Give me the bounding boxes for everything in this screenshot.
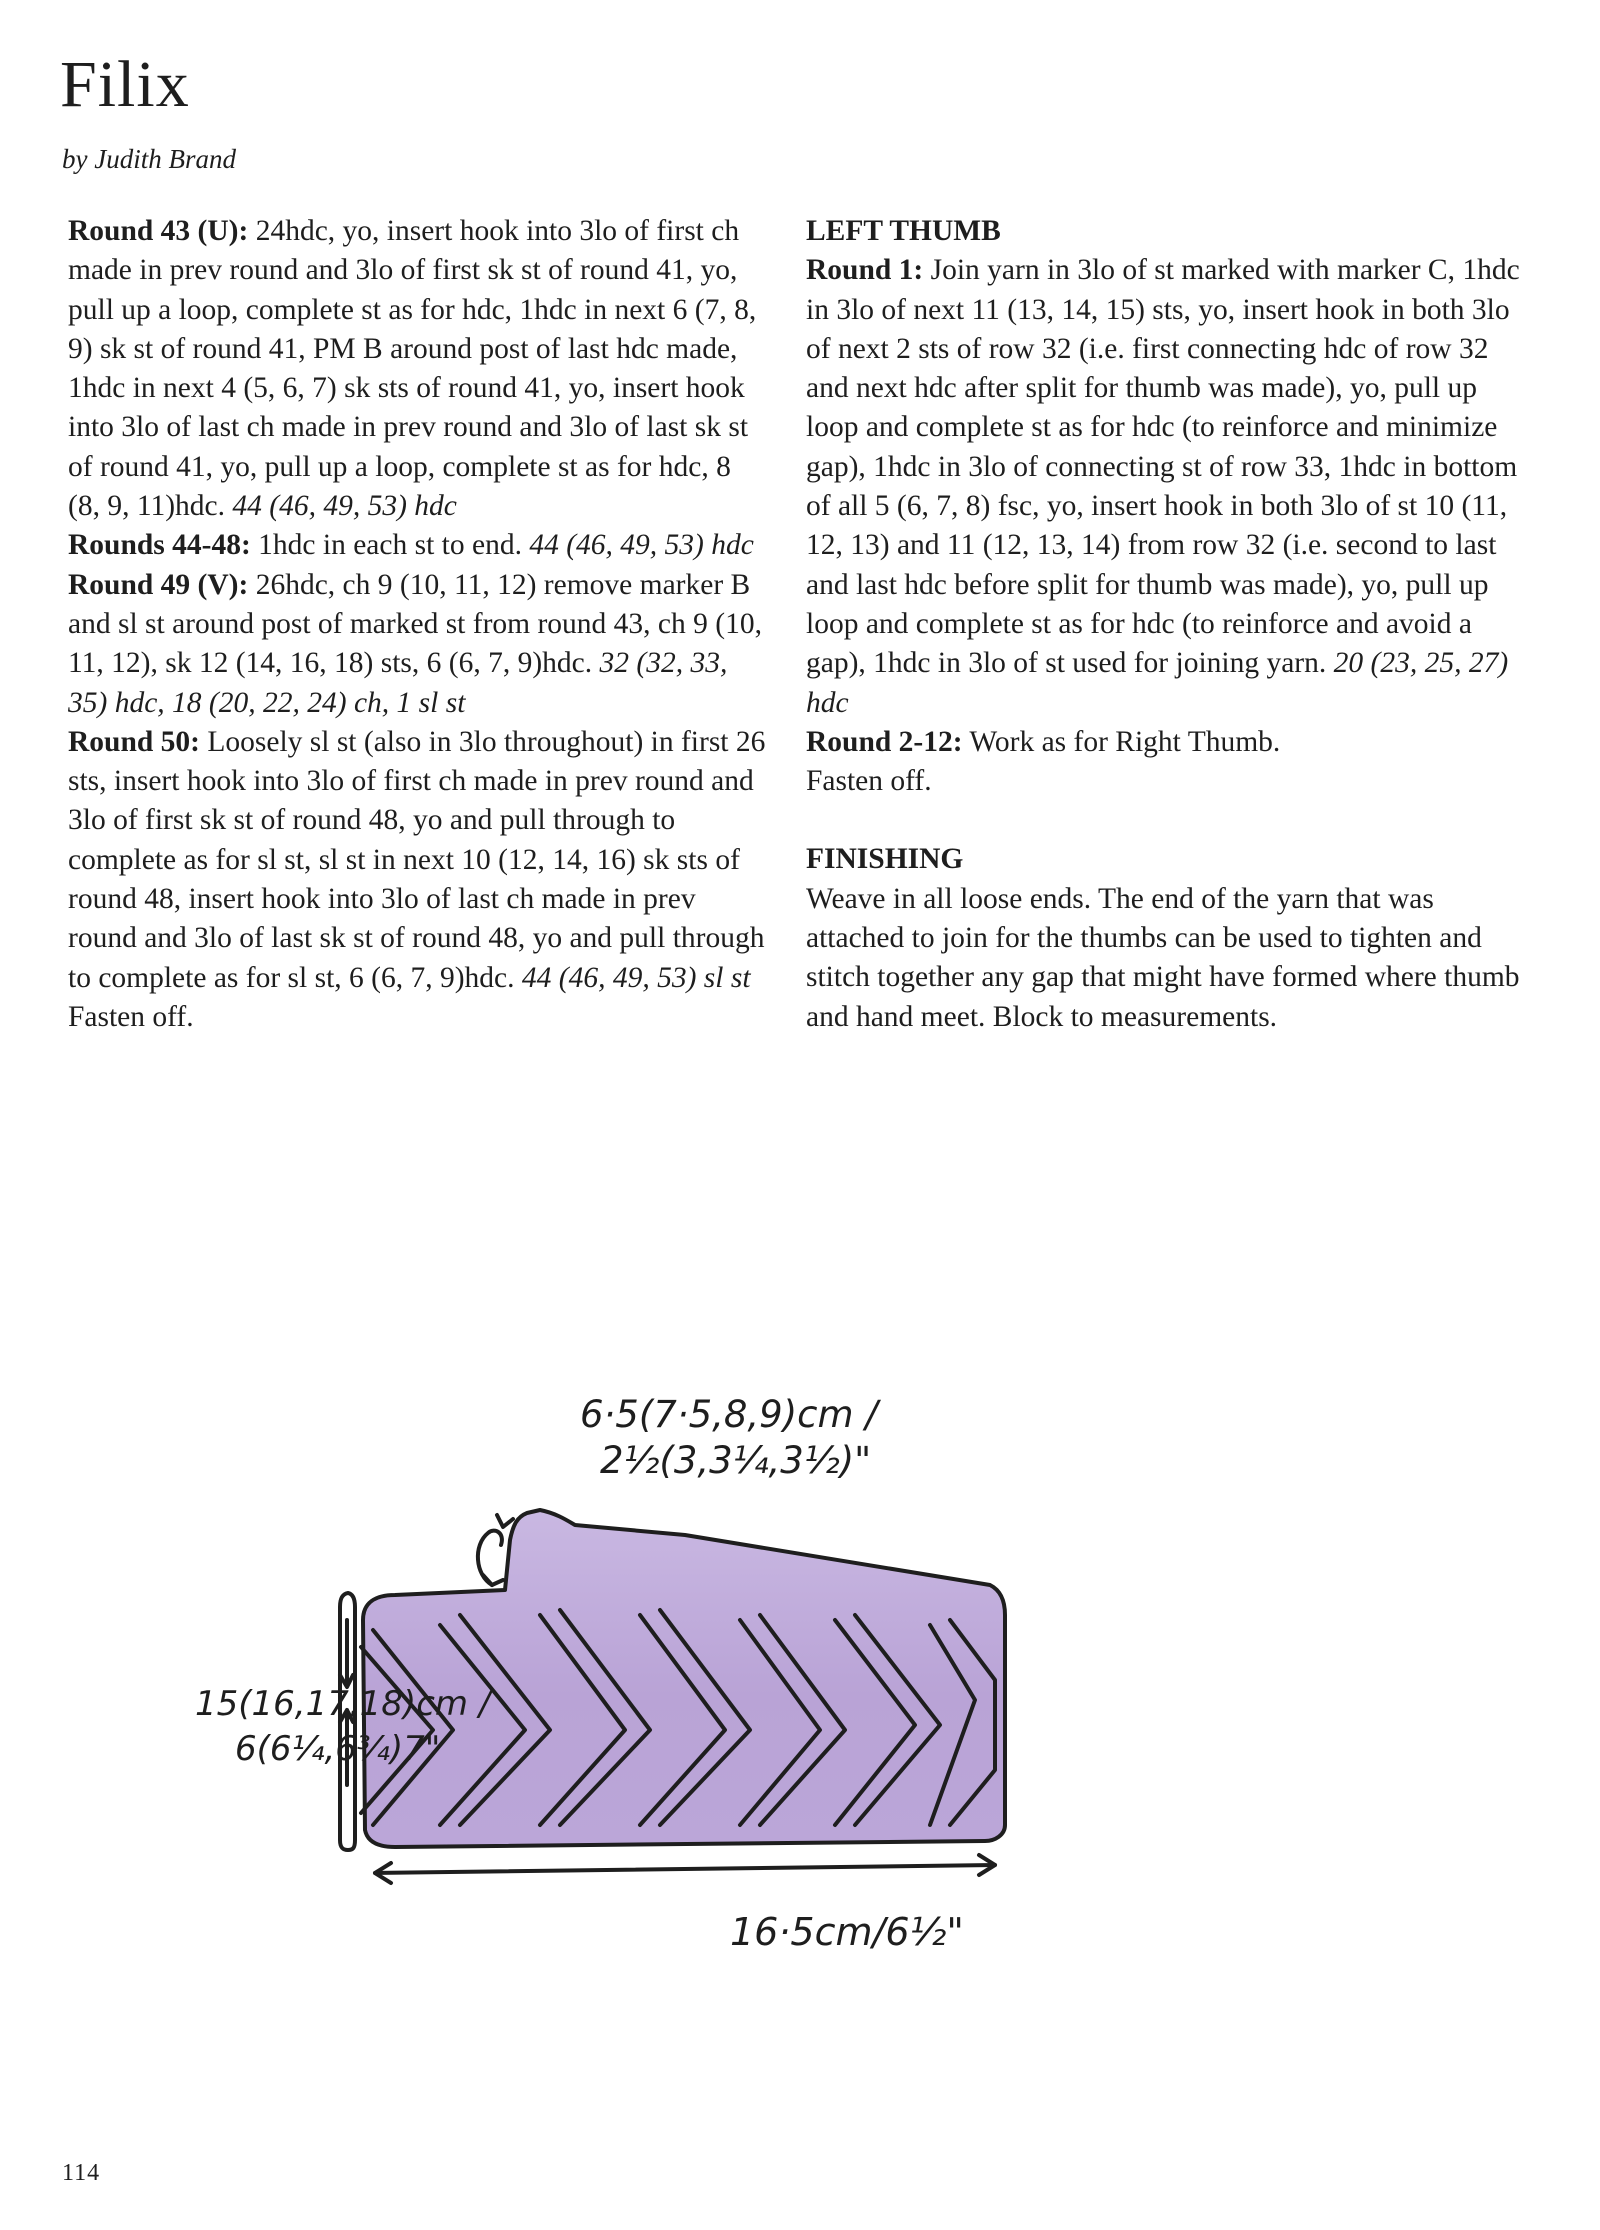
length-measure-label: 16·5cm/6½": [730, 1910, 964, 1954]
thumb-measure-label-in: 2½(3,3¼,3½)": [600, 1439, 872, 1482]
round-50-paragraph: [68, 723, 768, 998]
section-spacer: [806, 801, 1526, 840]
page-number: 114: [62, 2160, 101, 2186]
rounds-44-48-paragraph: [68, 526, 768, 565]
right-column: [806, 212, 1526, 1037]
rounds-44-48-count: 44 (46, 49, 53) hdc: [529, 529, 754, 562]
pattern-title: Filix: [60, 48, 190, 121]
round-50-label: Round 50:: [68, 725, 200, 758]
finishing-text: Weave in all loose ends. The end of the yarn that was attached to join for the thumbs can be used to tighten and stitch together any gap that might have formed where thumb and hand meet. Block to measurements.: [806, 882, 1520, 1033]
round-49-text: 26hdc, ch 9 (10, 11, 12) remove marker B and sl st around post of marked st from round 43, ch 9 (10, 11, 12), sk 12 (14, 16, 18) sts, 6 (6, 7, 9)hdc.: [68, 568, 762, 680]
fasten-off-text: Fasten off.: [68, 1000, 194, 1033]
round-49-label: Round 49 (V):: [68, 568, 249, 601]
round-49-paragraph: [68, 566, 768, 723]
round-43-label: Round 43 (U):: [68, 215, 249, 247]
round-50-count: 44 (46, 49, 53) sl st: [521, 961, 751, 994]
length-dimension-arrow: [375, 1855, 995, 1883]
finishing-heading: FINISHING: [806, 843, 964, 876]
thumb-fasten-off-text: Fasten off.: [806, 765, 932, 798]
thumb-round-2-12-text: Work as for Right Thumb.: [962, 725, 1281, 758]
round-43-count: 44 (46, 49, 53) hdc: [232, 490, 457, 523]
round-49-count: 32 (32, 33, 35) hdc, 18 (20, 22, 24) ch, 1 sl st: [68, 647, 728, 719]
thumb-round-2-12-paragraph: [806, 723, 1526, 762]
pattern-byline: by Judith Brand: [62, 144, 236, 174]
round-43-paragraph: [68, 212, 768, 526]
rounds-44-48-text: 1hdc in each st to end.: [250, 529, 530, 562]
round-43-text: 24hdc, yo, insert hook into 3lo of first ch made in prev round and 3lo of first sk st of round 41, yo, pull up a loop, complete st as for hdc, 1hdc in next 6 (7, 8, 9) sk st of round 41, PM B around post of last hdc made, 1hdc in next 4 (5, 6, 7) sk sts of round 41, yo, insert hook into 3lo of last ch made in prev round and 3lo of last sk st of round 41, yo, pull up a loop, complete st as for hdc, 8 (8, 9, 11)hdc.: [68, 215, 757, 523]
left-thumb-heading: LEFT THUMB: [806, 215, 1001, 247]
rounds-44-48-label: Rounds 44-48:: [68, 529, 251, 562]
mitt-schematic: [195, 1385, 1245, 2035]
round-50-text: Loosely sl st (also in 3lo throughout) in first 26 sts, insert hook into 3lo of first ch made in prev round and 3lo of first sk st of round 48, yo and pull through to complete as for sl st, sl st in next 10 (12, 14, 16) sk sts of round 48, insert hook into 3lo of last ch made in prev round and 3lo of last sk st of round 48, yo and pull through to complete as for sl st, 6 (6, 7, 9)hdc.: [68, 725, 766, 994]
thumb-round-1-text: Join yarn in 3lo of st marked with marker C, 1hdc in 3lo of next 11 (13, 14, 15) sts, yo, insert hook in both 3lo of next 2 sts of row 32 (i.e. first connecting hdc of row 32 and next hdc after split for thumb was made), yo, pull up loop and complete st as for hdc (to reinforce and minimize gap), 1hdc in 3lo of connecting st of row 33, 1hdc in bottom of all 5 (6, 7, 8) fsc, yo, insert hook in both 3lo of st 10 (11, 12, 13) and 11 (12, 13, 14) from row 32 (i.e. second to last and last hdc before split for thumb was made), yo, pull up loop and complete st as for hdc (to reinforce and avoid a gap), 1hdc in 3lo of st used for joining yarn.: [806, 254, 1520, 680]
width-measure-label-cm: 15(16,17,18)cm /: [195, 1684, 491, 1724]
thumb-measure-label-cm: 6·5(7·5,8,9)cm /: [580, 1393, 878, 1436]
thumb-round-1-paragraph: [806, 251, 1526, 723]
left-column: [68, 212, 768, 1037]
thumb-round-1-count: 20 (23, 25, 27) hdc: [806, 647, 1509, 719]
thumb-round-1-label: Round 1:: [806, 254, 924, 287]
mitt-body-shape: [363, 1510, 1005, 1847]
thumb-round-2-12-label: Round 2-12:: [806, 725, 963, 758]
width-measure-label-in: 6(6¼,6¾)7": [235, 1729, 441, 1769]
